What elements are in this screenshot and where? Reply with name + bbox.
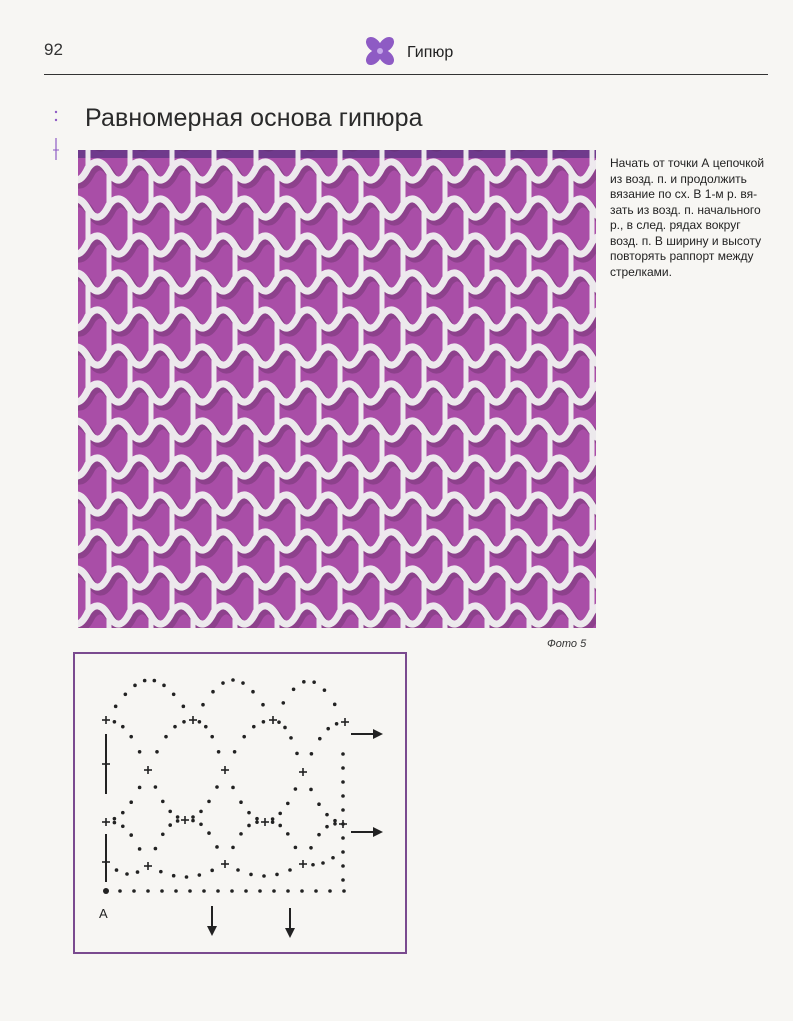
chain-dot-icon [191, 819, 195, 823]
diagram-start-label: A [99, 906, 108, 921]
lace-photo [78, 150, 596, 628]
chain-dot-icon [132, 889, 136, 893]
arrow-right-icon [351, 827, 383, 837]
header-rule [44, 74, 768, 75]
chain-dot-icon [207, 831, 211, 835]
chain-dot-icon [146, 889, 150, 893]
chain-dot-icon [261, 703, 265, 707]
chain-dot-icon [199, 822, 203, 826]
crochet-diagram [73, 652, 407, 954]
chain-dot-icon [182, 720, 186, 724]
chain-dot-icon [262, 874, 266, 878]
chain-dot-icon [217, 750, 221, 754]
crochet-stitch-plus-icon [339, 820, 347, 828]
chain-dot-icon [272, 889, 276, 893]
page-number: 92 [44, 40, 63, 59]
chain-dot-icon [172, 874, 176, 878]
crochet-stitch-plus-icon [102, 716, 110, 724]
chain-dot-icon [271, 820, 275, 824]
arrow-right-icon [351, 729, 383, 739]
chain-dot-icon [278, 824, 282, 828]
crochet-stitch-plus-icon [189, 716, 197, 724]
chain-dot-icon [121, 824, 125, 828]
chain-dot-icon [133, 684, 137, 688]
chain-dot-icon [162, 684, 166, 688]
chain-dot-icon [176, 819, 180, 823]
chain-dot-icon [286, 832, 290, 836]
chain-dot-icon [309, 846, 313, 850]
chain-dot-icon [231, 678, 235, 682]
chain-dot-icon [161, 800, 165, 804]
crochet-stitch-plus-icon [261, 818, 269, 826]
chain-dot-icon [286, 802, 290, 806]
chain-dot-icon [210, 869, 214, 873]
chain-dot-icon [318, 737, 322, 741]
chain-dot-icon [331, 856, 335, 860]
chain-dot-icon [283, 726, 287, 730]
crochet-stitch-plus-icon [144, 862, 152, 870]
chain-dot-icon [311, 863, 315, 867]
chain-dot-icon [271, 817, 275, 821]
chain-dot-icon [328, 889, 332, 893]
chain-dot-icon [333, 822, 337, 826]
chain-dot-icon [292, 687, 296, 691]
chain-dot-icon [230, 889, 234, 893]
chain-dot-icon [129, 735, 133, 739]
chain-dot-icon [289, 736, 293, 740]
chain-dot-icon [239, 832, 243, 836]
chain-dot-icon [211, 690, 215, 694]
section-name: Гипюр [407, 44, 454, 61]
crochet-stitch-plus-icon [299, 768, 307, 776]
chain-dot-icon [258, 889, 262, 893]
chain-dot-icon [201, 703, 205, 707]
photo-caption: Фото 5 [547, 638, 587, 650]
chain-dot-icon [231, 846, 235, 850]
chain-dot-icon [113, 720, 117, 724]
chain-dot-icon [341, 752, 345, 756]
chain-dot-icon [325, 825, 329, 829]
chain-dot-icon [114, 705, 118, 709]
chain-dot-icon [198, 720, 202, 724]
chain-dot-icon [309, 788, 313, 792]
chain-dot-icon [154, 847, 158, 851]
chain-dot-icon [341, 850, 345, 854]
chain-dot-icon [277, 720, 281, 724]
chain-dot-icon [247, 811, 251, 815]
chain-dot-icon [155, 750, 159, 754]
chain-dot-icon [121, 725, 125, 729]
chain-dot-icon [210, 735, 214, 739]
chain-dot-icon [341, 878, 345, 882]
chain-dot-icon [236, 868, 240, 872]
chain-dot-icon [188, 889, 192, 893]
instructions-text: Начать от точки А цепочкой из возд. п. и продолжить вязание по сх. В 1-м р. вя-зать из возд. п. начального р., в след. рядах вокруг возд. п. В ширину и высоту повторять раппорт между стрелками. [610, 156, 765, 279]
crochet-stitch-plus-icon [341, 718, 349, 726]
chain-dot-icon [161, 832, 165, 836]
crochet-stitch-plus-icon [221, 860, 229, 868]
chain-dot-icon [342, 889, 346, 893]
crochet-stitch-plus-icon [102, 818, 110, 826]
chain-dot-icon [294, 846, 298, 850]
chain-dot-icon [153, 679, 157, 683]
crochet-stitch-plus-icon [269, 716, 277, 724]
chain-dot-icon [124, 692, 128, 696]
crochet-stitch-plus-icon [102, 858, 110, 866]
chain-dot-icon [172, 692, 176, 696]
chain-dot-icon [215, 845, 219, 849]
crochet-stitch-plus-icon [102, 760, 110, 768]
chain-dot-icon [244, 889, 248, 893]
chain-dot-icon [160, 889, 164, 893]
chain-dot-icon [335, 722, 339, 726]
crochet-stitch-plus-icon [221, 766, 229, 774]
chain-dot-icon [239, 800, 243, 804]
chain-dot-icon [138, 750, 142, 754]
chain-dot-icon [129, 833, 133, 837]
chain-dot-icon [138, 847, 142, 851]
chain-dot-icon [262, 720, 266, 724]
chain-dot-icon [113, 821, 117, 825]
chain-dot-icon [168, 823, 172, 827]
chain-dot-icon [118, 889, 122, 893]
chain-dot-icon [317, 802, 321, 806]
chain-dot-icon [231, 786, 235, 790]
chain-dot-icon [326, 727, 330, 731]
chain-dot-icon [215, 785, 219, 789]
chain-dot-icon [341, 766, 345, 770]
arrow-down-icon [285, 908, 295, 938]
chain-dot-icon [159, 870, 163, 874]
chain-dot-icon [242, 735, 246, 739]
chain-dot-icon [333, 819, 337, 823]
crochet-stitch-plus-icon [299, 860, 307, 868]
chain-dot-icon [207, 800, 211, 804]
arrow-down-icon [207, 906, 217, 936]
chain-dot-icon [136, 870, 140, 874]
chain-dot-icon [199, 810, 203, 814]
page-title: Равномерная основа гипюра [85, 104, 423, 132]
chain-dot-icon [321, 861, 325, 865]
chain-dot-icon [281, 701, 285, 705]
chain-dot-icon [341, 780, 345, 784]
chain-dot-icon [312, 680, 316, 684]
chain-dot-icon [333, 703, 337, 707]
chain-dot-icon [129, 800, 133, 804]
chain-dot-icon [300, 889, 304, 893]
chain-dot-icon [198, 873, 202, 877]
chain-dot-icon [247, 824, 251, 828]
chain-dot-icon [341, 808, 345, 812]
chain-dot-icon [204, 725, 208, 729]
chain-dot-icon [288, 868, 292, 872]
chain-dot-icon [323, 688, 327, 692]
chain-dot-icon [241, 681, 245, 685]
chain-dot-icon [310, 752, 314, 756]
chain-dot-icon [294, 787, 298, 791]
crochet-stitch-plus-icon [144, 766, 152, 774]
margin-marks [50, 108, 62, 164]
chain-dot-icon [314, 889, 318, 893]
chain-dot-icon [221, 681, 225, 685]
chain-dot-icon [317, 833, 321, 837]
chain-dot-icon [176, 815, 180, 819]
chain-dot-icon [295, 752, 299, 756]
chain-dot-icon [168, 810, 172, 814]
crochet-stitch-plus-icon [181, 816, 189, 824]
start-point-icon [103, 888, 109, 894]
chain-dot-icon [249, 873, 253, 877]
chain-dot-icon [255, 817, 259, 821]
chain-dot-icon [143, 679, 147, 683]
chain-dot-icon [251, 690, 255, 694]
chain-dot-icon [185, 875, 189, 879]
chain-dot-icon [275, 873, 279, 877]
chain-dot-icon [191, 815, 195, 819]
purple-x-flower-icon [362, 33, 398, 69]
chain-dot-icon [325, 813, 329, 817]
chain-dot-icon [216, 889, 220, 893]
chain-dot-icon [341, 864, 345, 868]
chain-dot-icon [121, 811, 125, 815]
chain-dot-icon [252, 725, 256, 729]
chain-dot-icon [113, 817, 117, 821]
chain-dot-icon [154, 785, 158, 789]
chain-dot-icon [341, 836, 345, 840]
chain-dot-icon [255, 820, 259, 824]
chain-dot-icon [138, 786, 142, 790]
chain-dot-icon [164, 735, 168, 739]
chain-dot-icon [125, 872, 129, 876]
chain-dot-icon [341, 794, 345, 798]
chain-dot-icon [233, 750, 237, 754]
chain-dot-icon [302, 680, 306, 684]
chain-dot-icon [173, 725, 177, 729]
chain-dot-icon [174, 889, 178, 893]
chain-dot-icon [278, 812, 282, 816]
chain-dot-icon [115, 868, 119, 872]
chain-dot-icon [202, 889, 206, 893]
chain-dot-icon [182, 705, 186, 709]
chain-dot-icon [286, 889, 290, 893]
